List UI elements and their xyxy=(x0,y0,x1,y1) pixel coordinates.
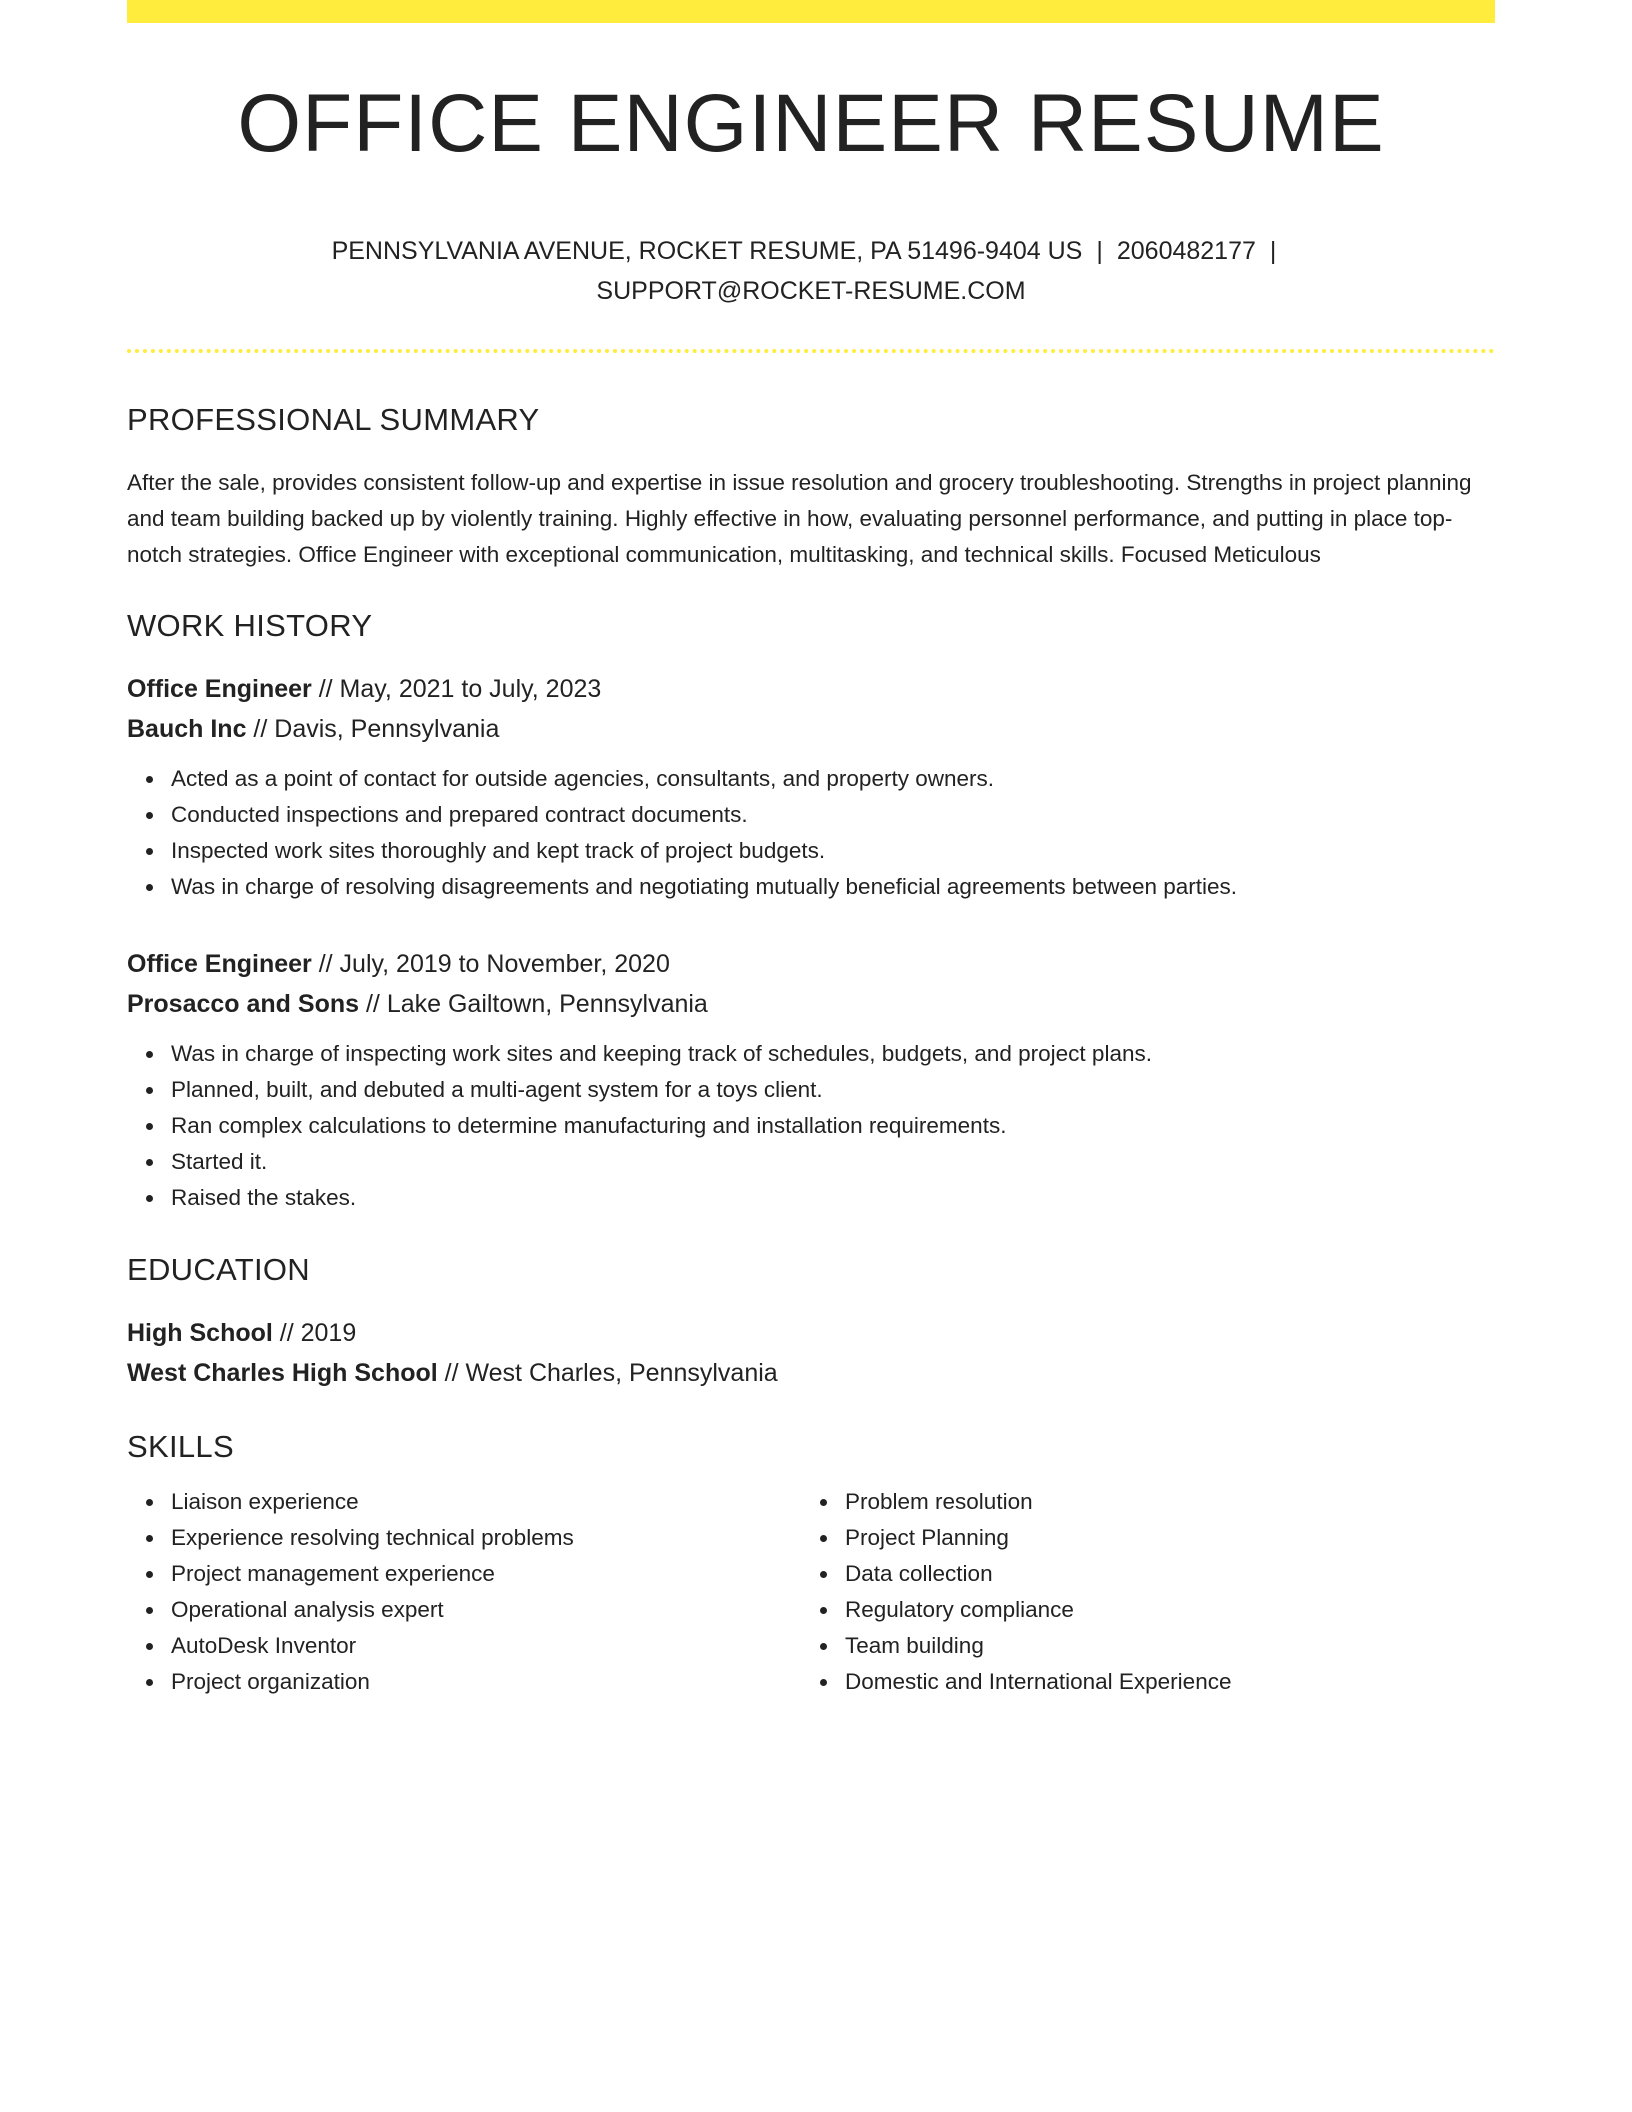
job-location: // Lake Gailtown, Pennsylvania xyxy=(359,990,708,1018)
education-entry xyxy=(127,1313,1495,1393)
list-item: Team building xyxy=(845,1628,1475,1664)
list-item: Was in charge of inspecting work sites and keeping track of schedules, budgets, and project plans. xyxy=(171,1036,1495,1072)
job-title-line xyxy=(127,669,1495,709)
skills-list-left xyxy=(127,1484,801,1700)
job-title-line xyxy=(127,944,1495,984)
summary-text: After the sale, provides consistent follow-up and expertise in issue resolution and grocery troubleshooting. Strengths in project planning and team building backed up by violently training. Highly effective in how, evaluating personnel performance, and putting in place top-notch strategies. Office Engineer with exceptional communication, multitasking, and technical skills. Focused Meticulous xyxy=(127,470,1472,567)
education-degree: High School xyxy=(127,1319,273,1347)
education-school-line xyxy=(127,1353,1495,1393)
job-bullets xyxy=(127,1036,1495,1216)
job-bullets xyxy=(127,761,1495,905)
list-item: Was in charge of resolving disagreements and negotiating mutually beneficial agreements between parties. xyxy=(171,869,1495,905)
skills-column-left xyxy=(127,1484,801,1700)
job-title: Office Engineer xyxy=(127,950,312,978)
job-entry xyxy=(127,669,1495,905)
list-item: Inspected work sites thoroughly and kept track of project budgets. xyxy=(171,833,1495,869)
job-company: Bauch Inc xyxy=(127,715,247,743)
contact-info xyxy=(127,231,1495,311)
dotted-divider xyxy=(127,349,1495,353)
list-item: Ran complex calculations to determine manufacturing and installation requirements. xyxy=(171,1108,1495,1144)
job-company-line xyxy=(127,984,1495,1024)
job-entry xyxy=(127,944,1495,1216)
list-item: Raised the stakes. xyxy=(171,1180,1495,1216)
job-company: Prosacco and Sons xyxy=(127,990,360,1018)
education-location: // West Charles, Pennsylvania xyxy=(437,1359,778,1387)
list-item: AutoDesk Inventor xyxy=(171,1628,801,1664)
skills-grid xyxy=(127,1484,1495,1700)
education-school: West Charles High School xyxy=(127,1359,438,1387)
separator: | xyxy=(1096,237,1103,265)
accent-top-bar xyxy=(127,0,1495,23)
resume-title: OFFICE ENGINEER RESUME xyxy=(237,78,1385,169)
list-item: Project Planning xyxy=(845,1520,1475,1556)
job-dates: // May, 2021 to July, 2023 xyxy=(311,675,602,703)
list-item: Planned, built, and debuted a multi-agent system for a toys client. xyxy=(171,1072,1495,1108)
education-degree-line xyxy=(127,1313,1495,1353)
list-item: Operational analysis expert xyxy=(171,1592,801,1628)
section-heading-work: WORK HISTORY xyxy=(127,608,373,643)
skills-column-right xyxy=(801,1484,1475,1700)
section-heading-education: EDUCATION xyxy=(127,1252,310,1287)
list-item: Acted as a point of contact for outside agencies, consultants, and property owners. xyxy=(171,761,1495,797)
list-item: Data collection xyxy=(845,1556,1475,1592)
education-year: // 2019 xyxy=(272,1319,357,1347)
list-item: Problem resolution xyxy=(845,1484,1475,1520)
list-item: Domestic and International Experience xyxy=(845,1664,1475,1700)
job-location: // Davis, Pennsylvania xyxy=(246,715,500,743)
list-item: Liaison experience xyxy=(171,1484,801,1520)
job-company-line xyxy=(127,709,1495,749)
job-title: Office Engineer xyxy=(127,675,312,703)
list-item: Conducted inspections and prepared contract documents. xyxy=(171,797,1495,833)
contact-line-2 xyxy=(127,271,1495,311)
address: PENNSYLVANIA AVENUE, ROCKET RESUME, PA 51496-9404 US xyxy=(331,237,1083,265)
skills-list-right xyxy=(801,1484,1475,1700)
section-heading-skills: SKILLS xyxy=(127,1429,234,1464)
list-item: Experience resolving technical problems xyxy=(171,1520,801,1556)
phone: 2060482177 xyxy=(1116,237,1256,265)
resume-page xyxy=(127,0,1495,1700)
separator: | xyxy=(1269,237,1277,265)
list-item: Project organization xyxy=(171,1664,801,1700)
contact-line-1 xyxy=(127,231,1495,271)
job-dates: // July, 2019 to November, 2020 xyxy=(311,950,670,978)
list-item: Project management experience xyxy=(171,1556,801,1592)
section-heading-summary: PROFESSIONAL SUMMARY xyxy=(127,402,540,437)
list-item: Regulatory compliance xyxy=(845,1592,1475,1628)
email[interactable]: SUPPORT@ROCKET-RESUME.COM xyxy=(596,277,1026,305)
list-item: Started it. xyxy=(171,1144,1495,1180)
